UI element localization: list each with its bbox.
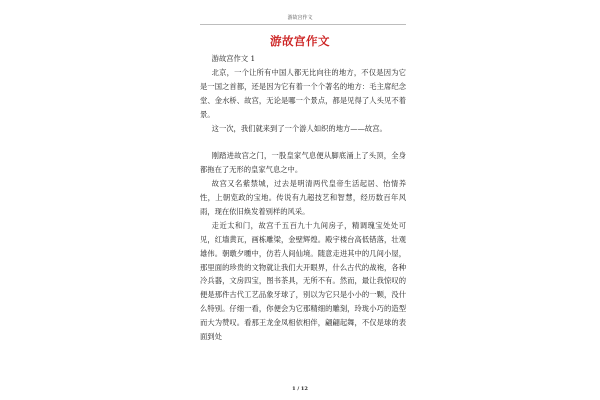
paragraph: 走近太和门，故宫千五百九十九间房子，精调瑰宝处处可见，红墙黄瓦，画栋雕梁，金壁辉煌。殿宇楼台高低错落，壮观雄伟。朝暾夕曛中，仿若人间仙境。随意走进其中的几间小屋，那里面的珍贵的文物就让我们大开眼界，什么古代的战袍，各种冷兵器，文房四宝，图书茶具，无所不有。然而，最让我惊叹的便是那件古代工艺品象牙球了，别以为它只是小小的一颗，没什么特别。仔细一看，你便会为它那精细的雕刻，玲珑小巧的造型而大为赞叹。看那王龙金凤相依相伴，翩翩起舞，不仅是球的表面到处: [200, 220, 406, 342]
paragraph: 这一次，我们就来到了一个游人如织的地方——故宫。: [211, 123, 387, 133]
page-header: 游故宫作文: [287, 15, 313, 21]
paragraph: 刚踏进故宫之门，一股皇家气息便从脚底涌上了头顶，全身都拖在了无形的皇家气息之中。: [200, 151, 406, 175]
document-body: [200, 52, 406, 344]
document-title: 游故宫作文: [270, 34, 330, 48]
header-divider: [200, 24, 406, 25]
paragraph: 北京，一个让所有中国人都无比向往的地方，不仅是因为它是一国之首都，还是因为它有着一个个著名的地方：毛主席纪念堂、金水桥、故宫，无论是哪一个景点，都是见得了人头见不着景。: [200, 67, 406, 119]
section-subtitle: 游故宫作文 1: [211, 54, 256, 63]
page-number: 1 / 12: [292, 386, 308, 392]
paragraph: 故宫又名紫禁城，过去是明清两代皇帝生活起居、怡情养性，上朝览政的宝地。传说有九超技艺和智慧，经历数百年风雨，现在依旧焕发着别样的风采。: [200, 179, 406, 216]
